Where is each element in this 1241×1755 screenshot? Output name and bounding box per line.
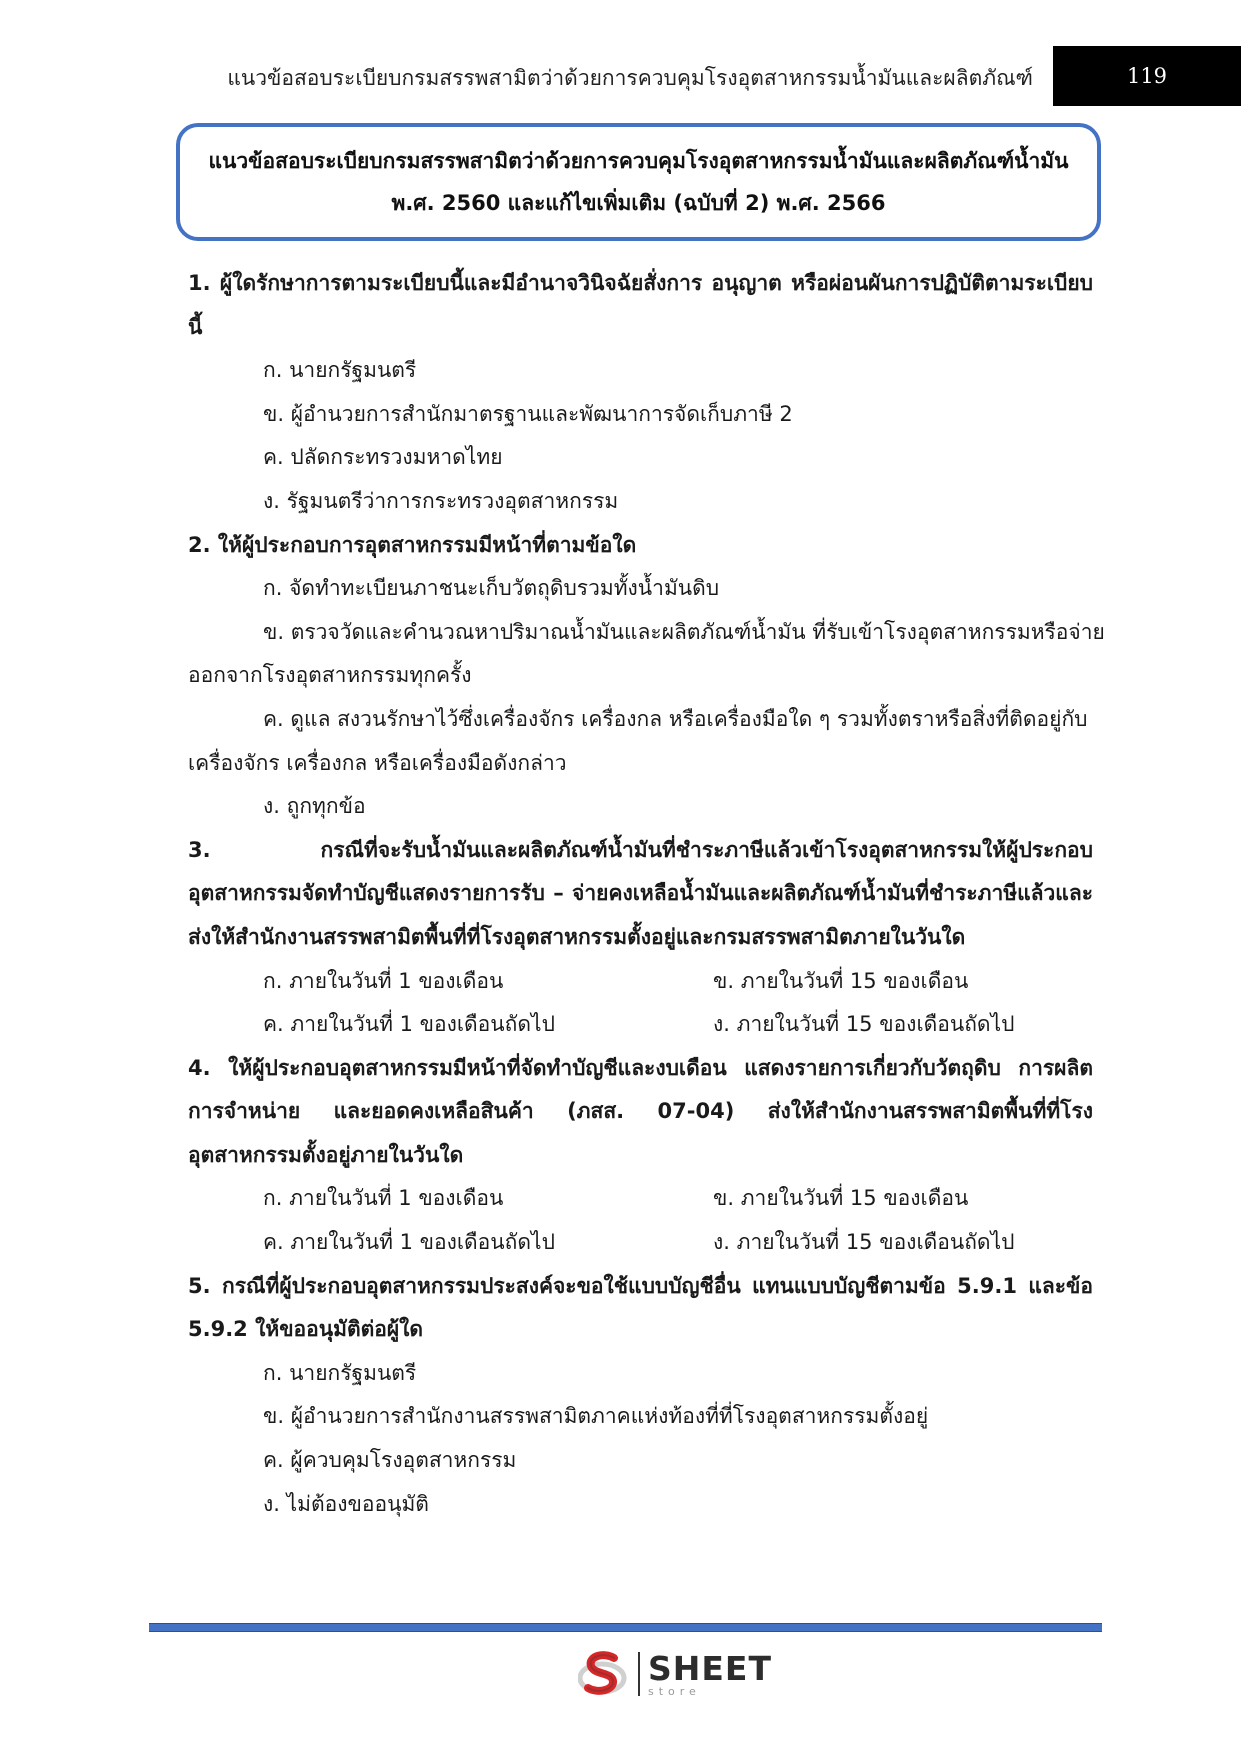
q3-option-c: ค. ภายในวันที่ 1 ของเดือนถัดไป [263,1012,555,1037]
q2-option-d: ง. ถูกทุกข้อ [263,794,366,819]
q4-option-d: ง. ภายในวันที่ 15 ของเดือนถัดไป [713,1230,1015,1255]
q2-option-c: ค. ดูแล สงวนรักษาไว้ซึ่งเครื่องจักร เครื่องกล หรือเครื่องมือใด ๆ รวมทั้งตราหรือสิ่งที่ติดอยู่กับ [263,706,1088,731]
title-box [176,123,1101,241]
question-4: 4. ให้ผู้ประกอบอุตสาหกรรมมีหน้าที่จัดทำบัญชีและงบเดือน แสดงรายการเกี่ยวกับวัตถุดิบ การผลิต การจำหน่าย และยอดคงเหลือสินค้า (ภสส. 07-04) ส่งให้สำนักงานสรรพสามิตพื้นที่ที่โรงอุตสาหกรรมตั้งอยู่ภายในวันใด [188,1055,1093,1167]
q5-option-d: ง. ไม่ต้องขออนุมัติ [263,1491,429,1516]
q2-option-c-cont: เครื่องจักร เครื่องกล หรือเครื่องมือดังกล่าว [188,750,567,775]
q3-option-d: ง. ภายในวันที่ 15 ของเดือนถัดไป [713,1012,1015,1037]
q1-option-b: ข. ผู้อำนวยการสำนักมาตรฐานและพัฒนาการจัดเก็บภาษี 2 [263,401,793,426]
q3-option-a: ก. ภายในวันที่ 1 ของเดือน [263,968,504,993]
q5-option-b: ข. ผู้อำนวยการสำนักงานสรรพสามิตภาคแห่งท้องที่ที่โรงอุตสาหกรรมตั้งอยู่ [263,1404,929,1429]
q1-option-d: ง. รัฐมนตรีว่าการกระทรวงอุตสาหกรรม [263,488,619,513]
question-2: 2. ให้ผู้ประกอบการอุตสาหกรรมมีหน้าที่ตามข้อใด [188,532,637,557]
question-list [188,262,1105,1526]
logo-word: SHEET [648,1648,772,1688]
title-line-1: แนวข้อสอบระเบียบกรมสรรพสามิตว่าด้วยการควบคุมโรงอุตสาหกรรมน้ำมันและผลิตภัณฑ์น้ำมัน [208,149,1069,173]
q4-option-a: ก. ภายในวันที่ 1 ของเดือน [263,1186,504,1211]
sheet-store-logo [578,1648,772,1700]
logo-separator [638,1652,640,1696]
q2-option-b: ข. ตรวจวัดและคำนวณหาปริมาณน้ำมันและผลิตภัณฑ์น้ำมัน ที่รับเข้าโรงอุตสาหกรรมหรือจ่าย [263,619,1105,644]
logo-text [648,1648,772,1698]
q2-option-b-cont: ออกจากโรงอุตสาหกรรมทุกครั้ง [188,663,472,688]
q1-option-c: ค. ปลัดกระทรวงมหาดไทย [263,445,503,470]
q1-option-a: ก. นายกรัฐมนตรี [263,358,417,383]
footer-rule [149,1623,1102,1632]
q4-option-c: ค. ภายในวันที่ 1 ของเดือนถัดไป [263,1230,555,1255]
q3-options-row-2 [188,1003,1093,1047]
q2-option-a: ก. จัดทำทะเบียนภาชนะเก็บวัตถุดิบรวมทั้งน้ำมันดิบ [263,576,720,601]
q4-options-row-2 [188,1221,1093,1265]
q4-option-b: ข. ภายในวันที่ 15 ของเดือน [713,1186,969,1211]
question-5: 5. กรณีที่ผู้ประกอบอุตสาหกรรมประสงค์จะขอใช้แบบบัญชีอื่น แทนแบบบัญชีตามข้อ 5.9.1 และข้อ 5.9.2 ให้ขออนุมัติต่อผู้ใด [188,1273,1093,1342]
page-number: 119 [1053,46,1241,106]
question-3: 3. กรณีที่จะรับน้ำมันและผลิตภัณฑ์น้ำมันที่ชำระภาษีแล้วเข้าโรงอุตสาหกรรมให้ผู้ประกอบอุตสาหกรรมจัดทำบัญชีแสดงรายการรับ – จ่ายคงเหลือน้ำมันและผลิตภัณฑ์น้ำมันที่ชำระภาษีแล้วและส่งให้สำนักงานสรรพสามิตพื้นที่ที่โรงอุตสาหกรรมตั้งอยู่และกรมสรรพสามิตภายในวันใด [188,837,1093,949]
q5-option-a: ก. นายกรัฐมนตรี [263,1360,417,1385]
title-line-2: พ.ศ. 2560 และแก้ไขเพิ่มเติม (ฉบับที่ 2) พ.ศ. 2566 [391,191,886,215]
running-header: แนวข้อสอบระเบียบกรมสรรพสามิตว่าด้วยการควบคุมโรงอุตสาหกรรมน้ำมันและผลิตภัณฑ์ [227,66,1033,90]
q3-option-b: ข. ภายในวันที่ 15 ของเดือน [713,968,969,993]
q3-options-row-1 [188,960,1093,1004]
q4-options-row-1 [188,1177,1093,1221]
sheet-store-s-icon [578,1648,630,1700]
logo-subword: store [648,1684,701,1698]
q5-option-c: ค. ผู้ควบคุมโรงอุตสาหกรรม [263,1448,517,1473]
question-1: 1. ผู้ใดรักษาการตามระเบียบนี้และมีอำนาจวินิจฉัยสั่งการ อนุญาต หรือผ่อนผันการปฏิบัติตามระเบียบนี้ [188,271,1093,339]
